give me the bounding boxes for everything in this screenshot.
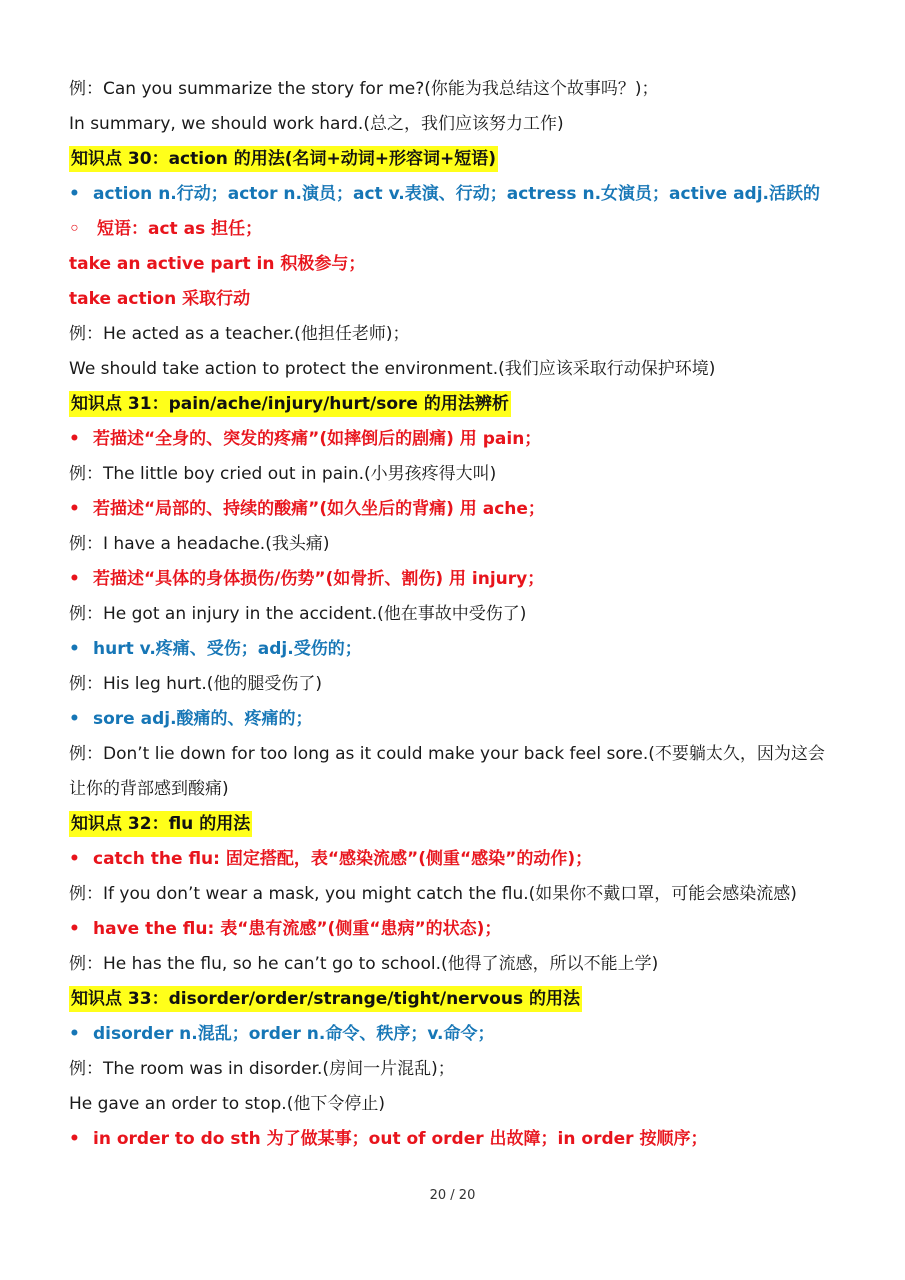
bullet-text: 若描述“具体的身体损伤/伤势”(如骨折、割伤) 用 injury；	[93, 569, 545, 589]
example-text: He gave an order to stop.(他下令停止)	[69, 1094, 385, 1114]
dot-bullet-icon: •	[69, 429, 80, 449]
example-line	[69, 737, 849, 772]
example-text: 例：His leg hurt.(他的腿受伤了)	[69, 674, 323, 694]
bullet-item	[69, 422, 849, 457]
example-line	[69, 527, 849, 562]
bullet-item	[69, 212, 849, 247]
phrase-line	[69, 247, 849, 282]
example-text: 例：He got an injury in the accident.(他在事故中受伤了)	[69, 604, 527, 624]
dot-bullet-icon: •	[69, 849, 80, 869]
phrase-text: take an active part in 积极参与；	[69, 254, 366, 274]
example-line	[69, 597, 849, 632]
bullet-item	[69, 177, 849, 212]
example-text: 例：He has the flu, so he can’t go to school.(他得了流感，所以不能上学)	[69, 954, 659, 974]
bullet-item	[69, 912, 849, 947]
bullet-item	[69, 842, 849, 877]
example-line	[69, 72, 849, 107]
bullet-text: 短语：act as 担任；	[97, 219, 263, 239]
bullet-text: hurt v.疼痛、受伤；adj.受伤的；	[93, 639, 362, 659]
example-line	[69, 1087, 849, 1122]
section-heading-text: 知识点 33：disorder/order/strange/tight/nervous 的用法	[69, 986, 582, 1012]
section-heading-text: 知识点 30：action 的用法(名词+动词+形容词+短语)	[69, 146, 498, 172]
example-line	[69, 352, 849, 387]
example-text: 例：The room was in disorder.(房间一片混乱)；	[69, 1059, 455, 1079]
section-heading	[69, 142, 849, 177]
example-line	[69, 947, 849, 982]
page-number: 20 / 20	[429, 1188, 476, 1203]
example-text: In summary, we should work hard.(总之，我们应该努力工作)	[69, 114, 564, 134]
example-text: 例：I have a headache.(我头痛)	[69, 534, 330, 554]
example-line	[69, 772, 849, 807]
bullet-item	[69, 1017, 849, 1052]
example-line	[69, 877, 849, 912]
example-text: 例：Don’t lie down for too long as it could make your back feel sore.(不要躺太久，因为这会	[69, 744, 825, 764]
example-line	[69, 457, 849, 492]
bullet-text: disorder n.混乱；order n.命令、秩序；v.命令；	[93, 1024, 495, 1044]
dot-bullet-icon: •	[69, 919, 80, 939]
section-heading-text: 知识点 31：pain/ache/injury/hurt/sore 的用法辨析	[69, 391, 511, 417]
example-line	[69, 667, 849, 702]
dot-bullet-icon: •	[69, 709, 80, 729]
bullet-item	[69, 1122, 849, 1157]
example-text: 例：He acted as a teacher.(他担任老师)；	[69, 324, 410, 344]
example-line	[69, 1052, 849, 1087]
dot-bullet-icon: •	[69, 1129, 80, 1149]
dot-bullet-icon: •	[69, 499, 80, 519]
section-heading	[69, 807, 849, 842]
phrase-line	[69, 282, 849, 317]
bullet-text: sore adj.酸痛的、疼痛的；	[93, 709, 313, 729]
example-text: 例：Can you summarize the story for me?(你能为我总结这个故事吗？)；	[69, 79, 659, 99]
bullet-item	[69, 562, 849, 597]
example-text: 让你的背部感到酸痛)	[69, 779, 229, 799]
section-heading	[69, 387, 849, 422]
dot-bullet-icon: •	[69, 569, 80, 589]
circle-bullet-icon: ◦	[69, 219, 80, 239]
example-text: 例：The little boy cried out in pain.(小男孩疼得大叫)	[69, 464, 497, 484]
bullet-text: action n.行动；actor n.演员；act v.表演、行动；actress n.女演员；active adj.活跃的	[93, 184, 820, 204]
page-content	[69, 72, 849, 1157]
bullet-text: in order to do sth 为了做某事；out of order 出故障；in order 按顺序；	[93, 1129, 708, 1149]
bullet-text: 若描述“全身的、突发的疼痛”(如摔倒后的剧痛) 用 pain；	[93, 429, 542, 449]
bullet-item	[69, 492, 849, 527]
bullet-text: 若描述“局部的、持续的酸痛”(如久坐后的背痛) 用 ache；	[93, 499, 545, 519]
bullet-text: have the flu: 表“患有流感”(侧重“患病”的状态)；	[93, 919, 502, 939]
section-heading-text: 知识点 32：flu 的用法	[69, 811, 252, 837]
bullet-item	[69, 702, 849, 737]
example-text: 例：If you don’t wear a mask, you might catch the flu.(如果你不戴口罩，可能会感染流感)	[69, 884, 797, 904]
section-heading	[69, 982, 849, 1017]
bullet-item	[69, 632, 849, 667]
bullet-text: catch the flu: 固定搭配，表“感染流感”(侧重“感染”的动作)；	[93, 849, 593, 869]
dot-bullet-icon: •	[69, 639, 80, 659]
dot-bullet-icon: •	[69, 184, 80, 204]
example-line	[69, 107, 849, 142]
example-text: We should take action to protect the environment.(我们应该采取行动保护环境)	[69, 359, 716, 379]
example-line	[69, 317, 849, 352]
phrase-text: take action 采取行动	[69, 289, 251, 309]
dot-bullet-icon: •	[69, 1024, 80, 1044]
